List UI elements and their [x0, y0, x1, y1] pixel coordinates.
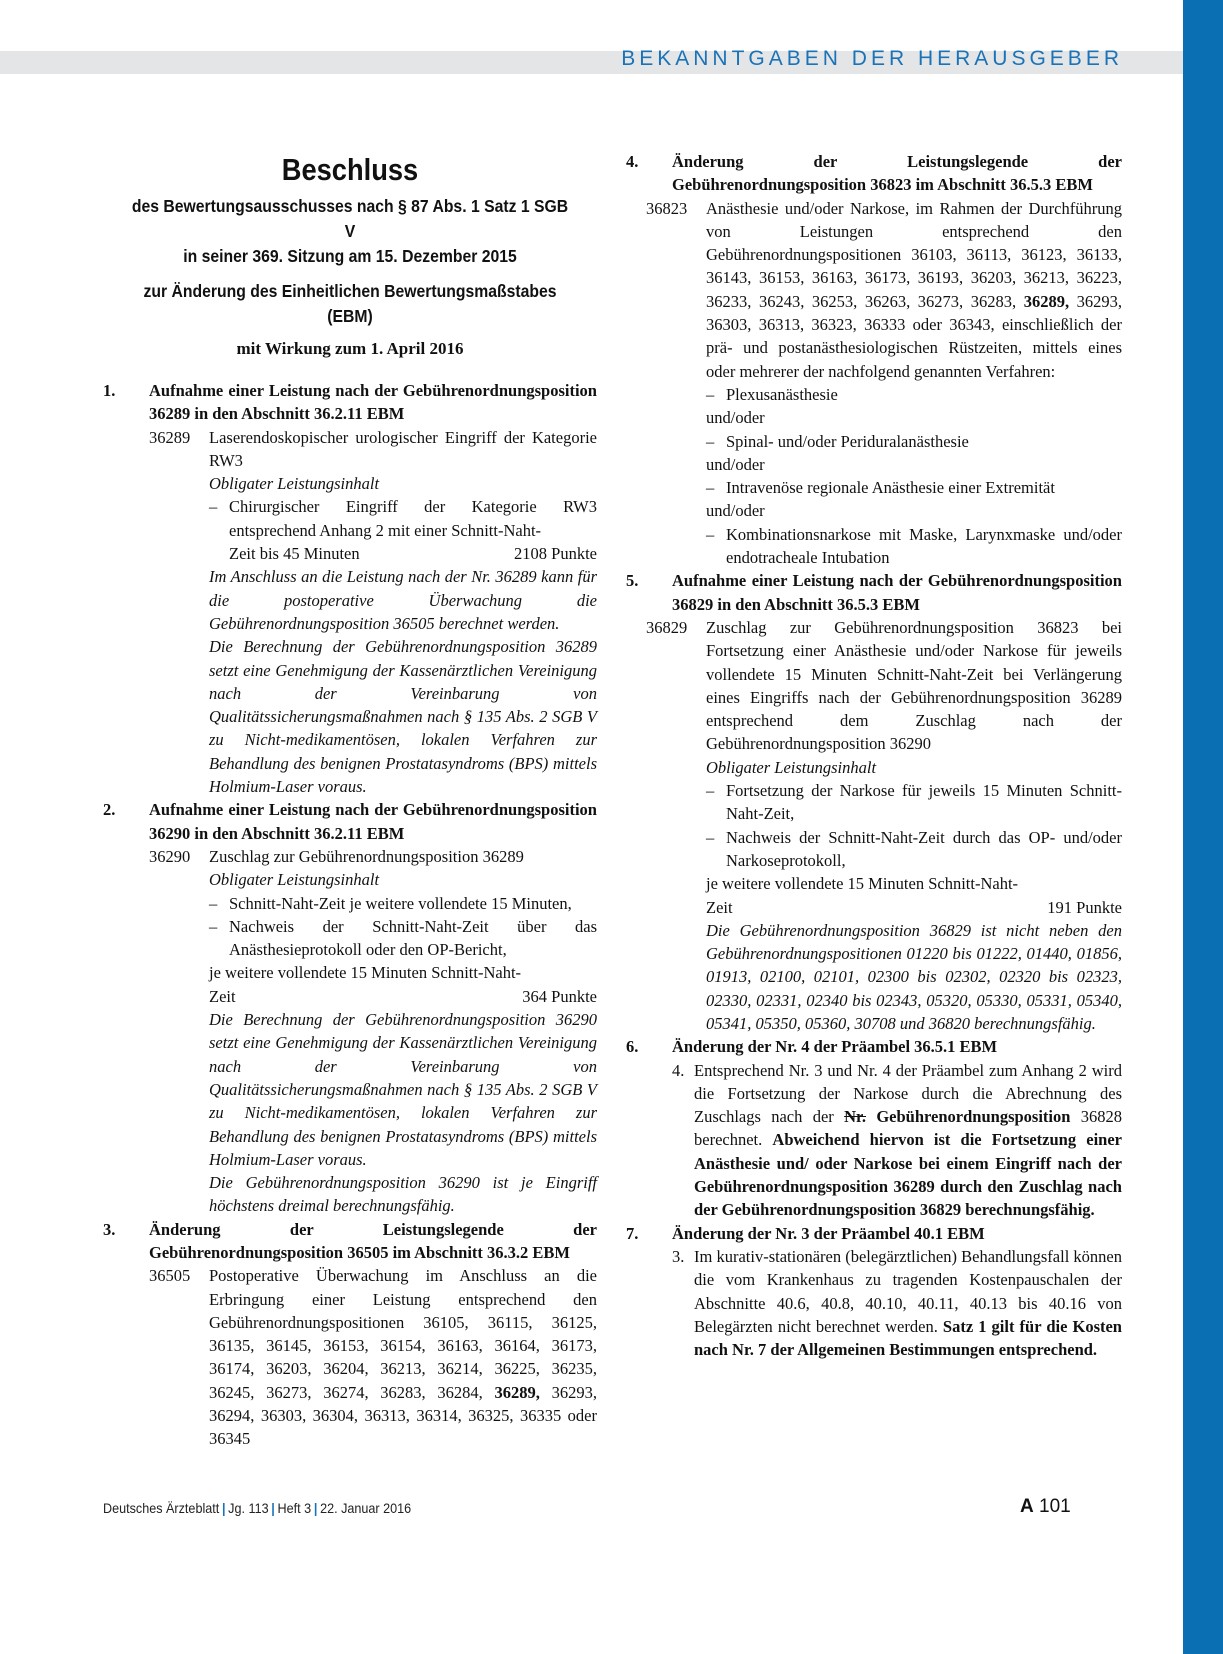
section-6: [626, 1035, 1122, 1221]
points-value: 364 Punkte: [522, 986, 597, 1006]
fee-description-bold: 36289,: [494, 1382, 540, 1402]
section-number: 4.: [626, 152, 639, 171]
section-title: Aufnahme einer Leistung nach der Gebührenordnungsposition 36829 in den Abschnitt 36.5.3 EBM: [672, 571, 1122, 614]
procedure-item: – Kombinationsnarkose mit Maske, Larynxmaske und/oder endotracheale Intubation: [706, 523, 1122, 570]
inserted-text: Gebührenordnungsposition: [876, 1107, 1071, 1127]
obligatory-label: Obligater Leistungsinhalt: [209, 474, 380, 494]
fee-description-bold: 36289,: [1023, 291, 1070, 311]
content-item: [209, 495, 597, 565]
left-column: [103, 150, 597, 1451]
points-value: 2108 Punkte: [514, 544, 597, 564]
procedure-item: – Intravenöse regionale Anästhesie einer Extremität: [706, 476, 1122, 499]
andor-connector: und/oder: [706, 408, 765, 428]
fee-code: 36289: [149, 427, 191, 447]
preamble-text: Entsprechend Nr. 3 und Nr. 4 der Präambel zum Anhang 2 wird die Fortsetzung der Narkose durch die Abrechnung des Zuschlags nach der: [694, 1060, 1122, 1127]
andor-connector: und/oder: [706, 454, 765, 474]
note: Die Berechnung der Gebührenordnungsposition 36289 setzt eine Genehmigung der Kassenärztlichen Vereinigung nach der Vereinbarung von Qualitätssicherungsmaßnahmen nach § 135 Abs. 2 SGB V zu Nicht-medikamentösen, lokalen Verfahren zur Behandlung des benignen Prostatasyndroms (BPS) mittels Holmium-Laser voraus.: [209, 637, 597, 797]
preamble-text: Im kurativ-stationären (belegärztlichen) Behandlungsfall können die vom Krankenhaus zu tragenden Kostenpauschalen der Abschnitte 40.6, 40.8, 40.10, 40.11, 40.13 bis 40.16 von Belegärzten nicht berechnet werden.: [694, 1246, 1122, 1336]
section-number: 5.: [626, 571, 639, 591]
inserted-text: Abweichend hiervon ist die Fortsetzung einer Anästhesie und/ oder Narkose bei einem Eingriff nach der Gebührenordnungsposition 36289 durch den Zuschlag nach der Gebührenordnungsposition 36829 berechnungsfähig.: [694, 1130, 1122, 1220]
continuation-text-end: Zeit: [706, 897, 733, 917]
document-title: Beschluss: [281, 152, 419, 187]
document-subtitle-1: des Bewertungsausschusses nach § 87 Abs. 1 Satz 1 SGB V: [131, 196, 569, 241]
fee-description-part: 36293, 36303, 36313, 36323, 36333 oder 36343, einschließlich der prä- und postanästhesiologischen Rüstzeiten, mittels eines oder mehrerer der nachfolgend genannten Verfahren:: [706, 291, 1123, 381]
fee-entry: [149, 845, 597, 1218]
fee-code: 36823: [646, 198, 688, 218]
inserted-text: Satz 1 gilt für die Kosten nach Nr. 7 der Allgemeinen Bestimmungen entsprechend.: [694, 1316, 1122, 1360]
preamble-item: [672, 1059, 1122, 1222]
continuation-text-end: Zeit: [209, 986, 236, 1006]
journal-name: Deutsches Ärzteblatt: [103, 1500, 220, 1516]
fee-code: 36505: [149, 1266, 191, 1286]
section-number: 3.: [103, 1219, 116, 1239]
content-item-text: Chirurgischer Eingriff der Kategorie RW3 entsprechend Anhang 2 mit einer Schnitt-Naht-: [229, 497, 597, 540]
preamble-item: [672, 1245, 1122, 1361]
preamble-item-number: 4.: [672, 1060, 685, 1080]
side-color-bar: [1183, 0, 1223, 1654]
fee-description: Zuschlag zur Gebührenordnungsposition 36823 bei Fortsetzung einer Anästhesie und/oder Narkose für jeweils vollendete 15 Minuten Schnitt-Naht-Zeit bei Verlängerung eines Eingriffs nach der Gebührenordnungsposition 36289 entsprechend dem Zuschlag nach der Gebührenordnungsposition 36290: [706, 617, 1122, 754]
section-title: Änderung der Nr. 3 der Präambel 40.1 EBM: [672, 1223, 985, 1243]
section-4: [626, 150, 1122, 197]
fee-code: 36290: [149, 846, 191, 866]
note: Im Anschluss an die Leistung nach der Nr. 36289 kann für die postoperative Überwachung die Gebührenordnungsposition 36505 berechnet werden.: [209, 567, 597, 633]
section-title: Änderung der Nr. 4 der Präambel 36.5.1 EBM: [672, 1037, 998, 1057]
preamble-text: 36828 berechnet.: [694, 1107, 1123, 1150]
section-number: 6.: [626, 1037, 639, 1057]
section-2: [103, 798, 597, 1217]
section-number: 7.: [626, 1223, 639, 1243]
section-number: 2.: [103, 800, 116, 820]
fee-description: Zuschlag zur Gebührenordnungsposition 36289: [209, 846, 524, 866]
footer-citation: Deutsches Ärzteblatt | Jg. 113 | Heft 3 | 22. Januar 2016: [103, 1500, 412, 1516]
section-title: Aufnahme einer Leistung nach der Gebührenordnungsposition 36290 in den Abschnitt 36.2.11 EBM: [149, 800, 597, 843]
fee-code: 36829: [646, 617, 688, 637]
note: Die Gebührenordnungsposition 36829 ist nicht neben den Gebührenordnungspositionen 01220 bis 01222, 01440, 01856, 01913, 02100, 02101, 02300 bis 02302, 02320 bis 02323, 02330, 02331, 02340 bis 02343, 05320, 05330, 05331, 05340, 05341, 05350, 05360, 30708 und 36820 berechnungsfähig.: [706, 920, 1122, 1033]
procedure-item: – Plexusanästhesie: [706, 383, 1122, 406]
section-title: Änderung der Leistungslegende der Gebührenordnungsposition 36823 im Abschnitt 36.5.3 EBM: [672, 152, 1122, 195]
procedure-item: – Spinal- und/oder Periduralanästhesie: [706, 430, 1122, 453]
preamble-item-number: 3.: [672, 1246, 685, 1266]
fee-entry: [646, 197, 1122, 570]
section-title: Aufnahme einer Leistung nach der Gebührenordnungsposition 36289 in den Abschnitt 36.2.11 EBM: [149, 381, 597, 424]
page-prefix: A: [1020, 1496, 1034, 1517]
note: Die Berechnung der Gebührenordnungsposition 36290 setzt eine Genehmigung der Kassenärztlichen Vereinigung nach der Vereinbarung von Qualitätssicherungsmaßnahmen nach § 135 Abs. 2 SGB V zu Nicht-medikamentösen, lokalen Verfahren zur Behandlung des benignen Prostatasyndroms (BPS) mittels Holmium-Laser voraus.: [209, 1010, 597, 1169]
continuation-text: je weitere vollendete 15 Minuten Schnitt-Naht-: [706, 874, 1019, 894]
obligatory-label: Obligater Leistungsinhalt: [706, 757, 877, 777]
content-item: – Schnitt-Naht-Zeit je weitere vollendete 15 Minuten,: [209, 892, 597, 915]
section-header-title: BEKANNTGABEN DER HERAUSGEBER: [621, 47, 1123, 70]
document-subtitle-2: in seiner 369. Sitzung am 15. Dezember 2015: [183, 246, 517, 266]
fee-description: [706, 197, 1122, 383]
continuation-text: je weitere vollendete 15 Minuten Schnitt-Naht-: [209, 963, 522, 983]
fee-description-part: Anästhesie und/oder Narkose, im Rahmen der Durchführung von Leistungen entsprechend den Gebührenordnungspositionen 36103, 36113, 36123, 36133, 36143, 36153, 36163, 36173, 36193, 36203, 36213, 36223, 36233, 36243, 36253, 36263, 36273, 36283,: [706, 198, 1122, 311]
content-item: – Fortsetzung der Narkose für jeweils 15 Minuten Schnitt-Naht-Zeit,: [706, 779, 1122, 826]
fee-description-part: 36293, 36294, 36303, 36304, 36313, 36314, 36325, 36335 oder 36345: [209, 1382, 598, 1449]
content-item: – Nachweis der Schnitt-Naht-Zeit über das Anästhesieprotokoll oder den OP-Bericht,: [209, 915, 597, 962]
journal-issue: Heft 3: [277, 1500, 312, 1516]
journal-date: 22. Januar 2016: [320, 1500, 412, 1516]
content-item: – Nachweis der Schnitt-Naht-Zeit durch das OP- und/oder Narkoseprotokoll,: [706, 826, 1122, 873]
page-value: 101: [1039, 1496, 1071, 1517]
effective-date: mit Wirkung zum 1. April 2016: [236, 339, 464, 358]
points-value: 191 Punkte: [1047, 897, 1122, 917]
note: Die Gebührenordnungsposition 36290 ist je Eingriff höchstens dreimal berechnungsfähig.: [209, 1173, 597, 1216]
section-7: [626, 1222, 1122, 1362]
fee-entry: [149, 426, 597, 799]
section-title: Änderung der Leistungslegende der Gebührenordnungsposition 36505 im Abschnitt 36.3.2 EBM: [149, 1219, 597, 1262]
right-column: [626, 150, 1122, 1361]
obligatory-label: Obligater Leistungsinhalt: [209, 870, 380, 890]
fee-description: Laserendoskopischer urologischer Eingriff der Kategorie RW3: [209, 427, 597, 470]
section-5: [626, 569, 1122, 616]
section-1: [103, 379, 597, 798]
section-3: [103, 1218, 597, 1451]
document-subtitle-3: zur Änderung des Einheitlichen Bewertungsmaßstabes (EBM): [143, 281, 557, 326]
andor-connector: und/oder: [706, 501, 765, 521]
section-number: 1.: [103, 381, 116, 400]
journal-volume: Jg. 113: [228, 1500, 269, 1516]
fee-description: [209, 1264, 597, 1450]
page-number: [1020, 1496, 1071, 1518]
fee-entry: [149, 1264, 597, 1450]
fee-entry: [646, 616, 1122, 1035]
content-item-text-end: Zeit bis 45 Minuten: [229, 544, 360, 564]
struck-text: Nr.: [844, 1107, 866, 1127]
fee-description-part: Postoperative Überwachung im Anschluss an die Erbringung einer Leistung entsprechend den Gebührenordnungspositionen 36105, 36115, 36125, 36135, 36145, 36153, 36154, 36163, 36164, 36173, 36174, 36203, 36204, 36213, 36214, 36225, 36235, 36245, 36273, 36274, 36283, 36284,: [209, 1266, 597, 1402]
